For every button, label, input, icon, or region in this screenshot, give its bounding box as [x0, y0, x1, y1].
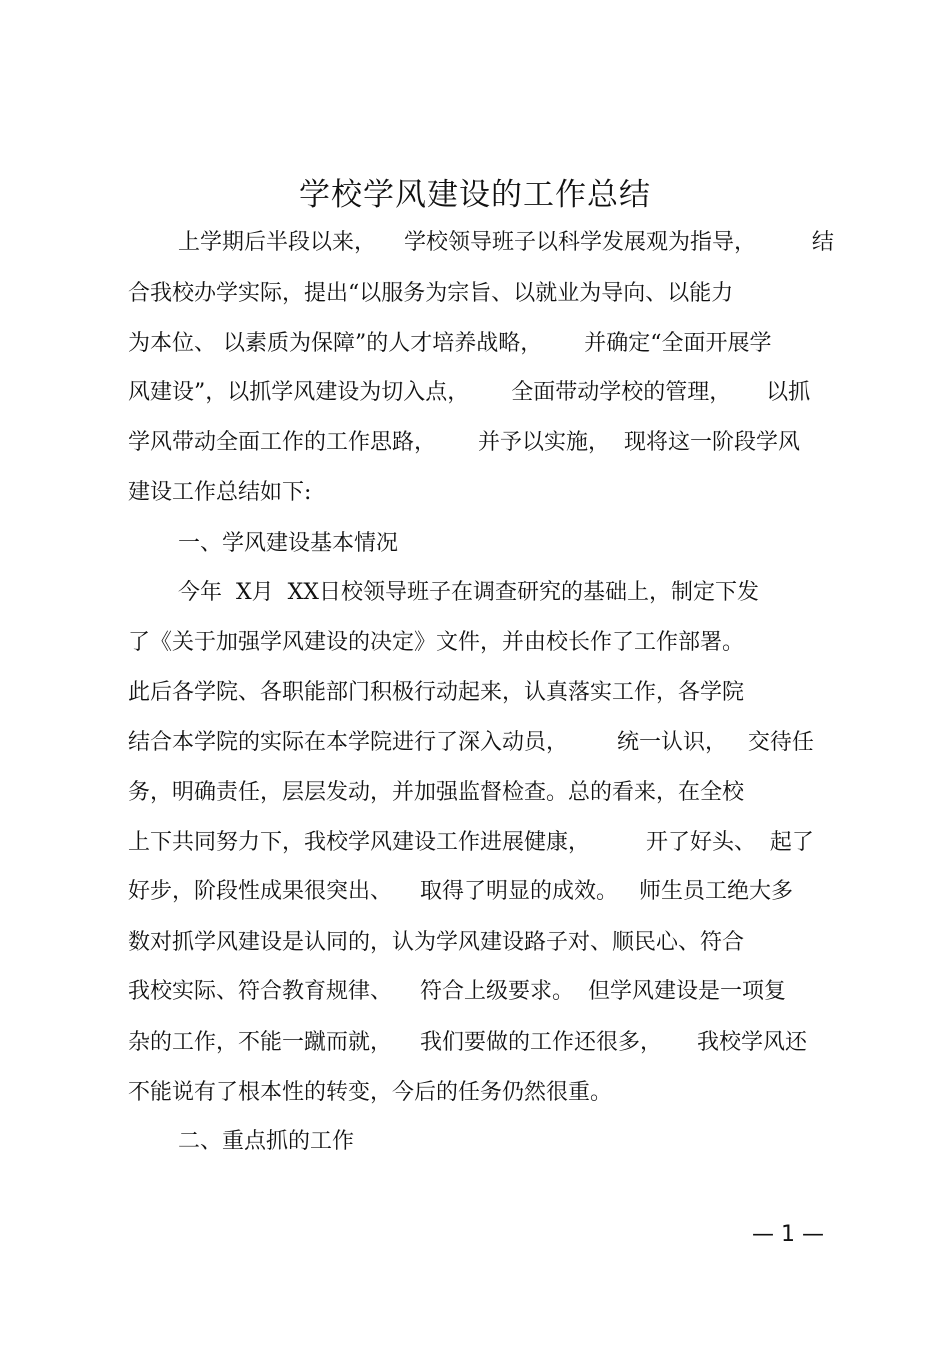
paragraph-line: 上学期后半段以来， 学校领导班子以科学发展观为指导， 结	[178, 230, 834, 255]
page-number: — 1 —	[752, 1222, 824, 1247]
paragraph-line: 此后各学院、各职能部门积极行动起来，认真落实工作，各学院	[128, 680, 745, 705]
paragraph-line: 今年 X月 XX日校领导班子在调查研究的基础上，制定下发	[178, 580, 759, 605]
paragraph-line: 好步，阶段性成果很突出、 取得了明显的成效。 师生员工绝大多	[128, 879, 793, 904]
section-heading: 二、重点抓的工作	[178, 1129, 355, 1154]
paragraph-line: 合我校办学实际，提出“以服务为宗旨、以就业为导向、以能力	[128, 281, 734, 306]
paragraph-line: 学风带动全面工作的工作思路， 并予以实施， 现将这一阶段学风	[128, 430, 800, 455]
paragraph-line: 为本位、 以素质为保障”的人才培养战略， 并确定“全面开展学	[128, 331, 772, 356]
paragraph-line: 风建设”，以抓学风建设为切入点， 全面带动学校的管理， 以抓	[128, 380, 811, 405]
paragraph-line: 我校实际、符合教育规律、 符合上级要求。 但学风建设是一项复	[128, 979, 786, 1004]
paragraph-line: 不能说有了根本性的转变，今后的任务仍然很重。	[128, 1080, 613, 1105]
paragraph-line: 务，明确责任，层层发动，并加强监督检查。总的看来，在全校	[128, 780, 745, 805]
paragraph-line: 了《关于加强学风建设的决定》文件，并由校长作了工作部署。	[128, 630, 745, 655]
paragraph-line: 上下共同努力下，我校学风建设工作进展健康， 开了好头、 起了	[128, 830, 814, 855]
paragraph-line: 结合本学院的实际在本学院进行了深入动员， 统一认识， 交待任	[128, 730, 814, 755]
document-title: 学校学风建设的工作总结	[299, 177, 651, 213]
paragraph-line: 建设工作总结如下:	[128, 480, 312, 505]
paragraph-line: 杂的工作，不能一蹴而就， 我们要做的工作还很多， 我校学风还	[128, 1030, 807, 1055]
paragraph-line: 数对抓学风建设是认同的，认为学风建设路子对、顺民心、符合	[128, 930, 745, 955]
section-heading: 一、学风建设基本情况	[178, 531, 399, 556]
